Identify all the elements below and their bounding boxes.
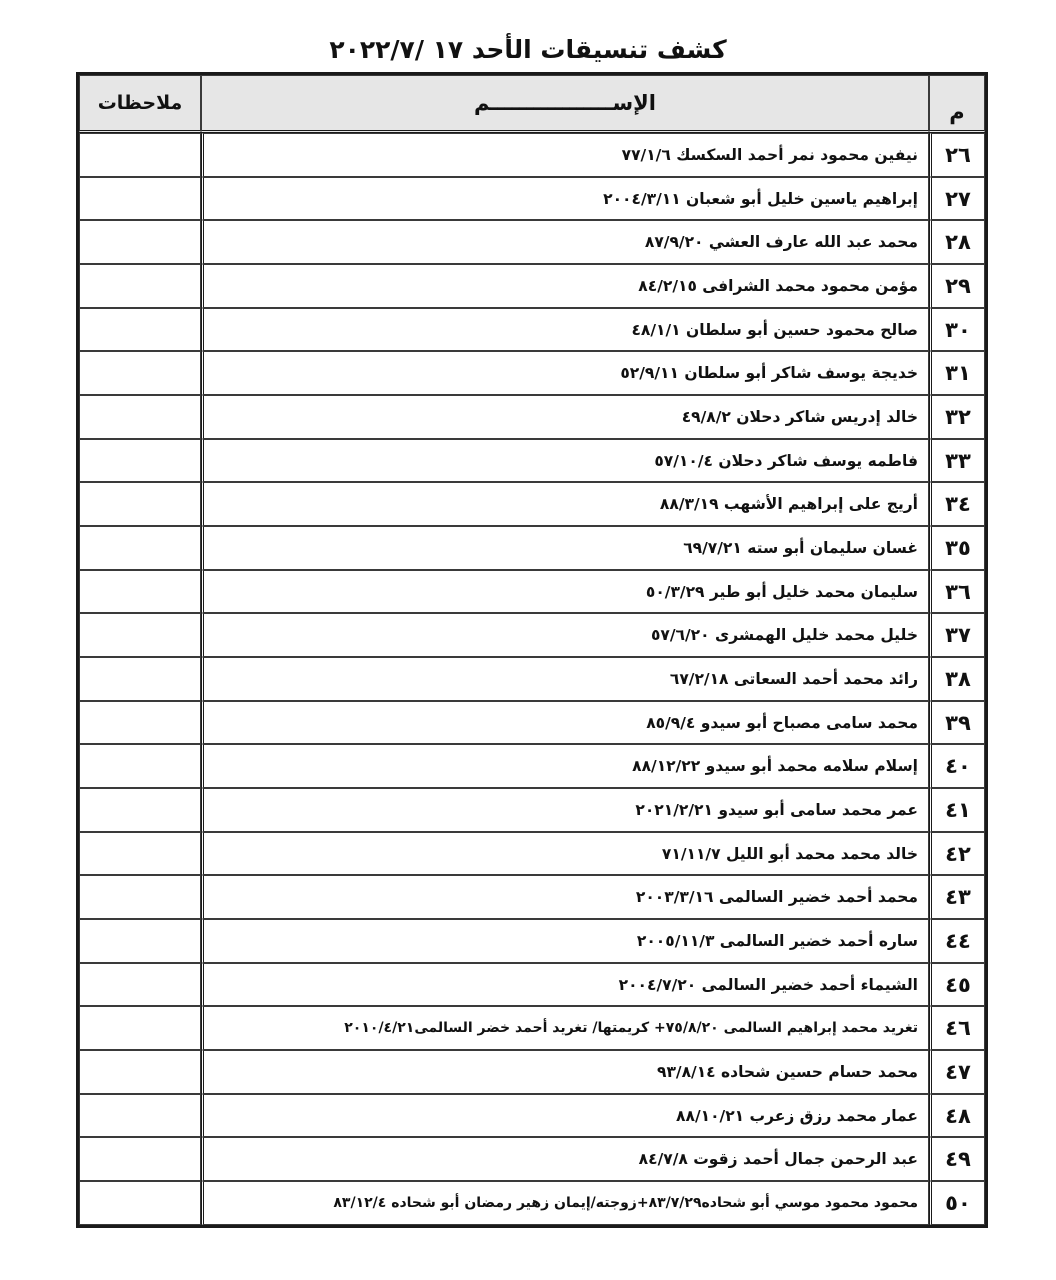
table-row: [79, 875, 985, 919]
row-number: ٤٣: [929, 875, 985, 919]
row-number: ٣١: [929, 351, 985, 395]
row-notes: [79, 875, 201, 919]
row-notes: [79, 919, 201, 963]
row-name: غسان سليمان أبو سته ٦٩/٧/٢١: [201, 526, 929, 570]
table-row: [79, 788, 985, 832]
row-name: الشيماء أحمد خضير السالمى ٢٠٠٤/٧/٢٠: [201, 963, 929, 1007]
row-notes: [79, 1137, 201, 1181]
row-notes: [79, 744, 201, 788]
row-name: ساره أحمد خضير السالمى ٢٠٠٥/١١/٣: [201, 919, 929, 963]
row-number: ٢٨: [929, 220, 985, 264]
row-notes: [79, 395, 201, 439]
row-name: خالد محمد محمد أبو الليل ٧١/١١/٧: [201, 832, 929, 876]
table-row: [79, 1181, 985, 1225]
header-row: [79, 75, 985, 133]
roster-grid: [79, 75, 985, 1225]
row-name: عبد الرحمن جمال أحمد زقوت ٨٤/٧/٨: [201, 1137, 929, 1181]
row-name: محمد أحمد خضير السالمى ٢٠٠٣/٣/١٦: [201, 875, 929, 919]
row-notes: [79, 264, 201, 308]
table-row: [79, 1094, 985, 1138]
table-row: [79, 177, 985, 221]
row-name: محمد سامى مصباح أبو سيدو ٨٥/٩/٤: [201, 701, 929, 745]
row-notes: [79, 1006, 201, 1050]
table-row: [79, 919, 985, 963]
row-name: صالح محمود حسين أبو سلطان ٤٨/١/١: [201, 308, 929, 352]
row-notes: [79, 308, 201, 352]
table-row: [79, 264, 985, 308]
header-notes: ملاحظات: [79, 75, 201, 133]
row-notes: [79, 482, 201, 526]
row-number: ٤٠: [929, 744, 985, 788]
row-notes: [79, 1050, 201, 1094]
row-notes: [79, 963, 201, 1007]
table-row: [79, 439, 985, 483]
row-number: ٣٩: [929, 701, 985, 745]
row-name: خليل محمد خليل الهمشرى ٥٧/٦/٢٠: [201, 613, 929, 657]
row-number: ٣٨: [929, 657, 985, 701]
row-name: عمر محمد سامى أبو سيدو ٢٠٢١/٢/٢١: [201, 788, 929, 832]
row-notes: [79, 570, 201, 614]
table-row: [79, 526, 985, 570]
row-number: ٤٧: [929, 1050, 985, 1094]
row-number: ٤٩: [929, 1137, 985, 1181]
row-number: ٢٩: [929, 264, 985, 308]
table-row: [79, 657, 985, 701]
row-notes: [79, 788, 201, 832]
row-name: إسلام سلامه محمد أبو سيدو ٨٨/١٢/٢٢: [201, 744, 929, 788]
header-number: م: [929, 75, 985, 133]
row-notes: [79, 613, 201, 657]
row-notes: [79, 526, 201, 570]
row-notes: [79, 177, 201, 221]
row-notes: [79, 220, 201, 264]
table-row: [79, 963, 985, 1007]
row-notes: [79, 1181, 201, 1225]
row-number: ٣٦: [929, 570, 985, 614]
row-number: ٤٤: [929, 919, 985, 963]
row-name: محمد عبد الله عارف العشي ٨٧/٩/٢٠: [201, 220, 929, 264]
header-name: الإســـــــــــــــــم: [201, 75, 929, 133]
table-row: [79, 744, 985, 788]
table-row: [79, 701, 985, 745]
row-name: محمد حسام حسين شحاده ٩٣/٨/١٤: [201, 1050, 929, 1094]
table-row: [79, 395, 985, 439]
table-row: [79, 308, 985, 352]
row-number: ٤١: [929, 788, 985, 832]
row-name: رائد محمد أحمد السعاتى ٦٧/٢/١٨: [201, 657, 929, 701]
table-row: [79, 1050, 985, 1094]
row-name: تغريد محمد إبراهيم السالمى ٧٥/٨/٢٠+ كريمتها/ تغريد أحمد خضر السالمى٢٠١٠/٤/٢١: [201, 1006, 929, 1050]
row-number: ٢٧: [929, 177, 985, 221]
table-row: [79, 832, 985, 876]
row-name: عمار محمد رزق زعرب ٨٨/١٠/٢١: [201, 1094, 929, 1138]
row-number: ٤٥: [929, 963, 985, 1007]
row-notes: [79, 701, 201, 745]
row-name: خديجة يوسف شاكر أبو سلطان ٥٢/٩/١١: [201, 351, 929, 395]
table-row: [79, 482, 985, 526]
table-row: [79, 570, 985, 614]
roster-table: [76, 72, 988, 1228]
row-name: سليمان محمد خليل أبو طير ٥٠/٣/٢٩: [201, 570, 929, 614]
row-number: ٢٦: [929, 133, 985, 177]
row-notes: [79, 439, 201, 483]
table-row: [79, 351, 985, 395]
row-number: ٤٨: [929, 1094, 985, 1138]
row-number: ٣٣: [929, 439, 985, 483]
row-name: خالد إدريس شاكر دحلان ٤٩/٨/٢: [201, 395, 929, 439]
row-notes: [79, 657, 201, 701]
row-name: نيفين محمود نمر أحمد السكسك ٧٧/١/٦: [201, 133, 929, 177]
row-name: فاطمه يوسف شاكر دحلان ٥٧/١٠/٤: [201, 439, 929, 483]
row-number: ٣٢: [929, 395, 985, 439]
row-number: ٣٤: [929, 482, 985, 526]
row-name: محمود محمود موسي أبو شحاده٨٣/٧/٢٩+زوجته/إيمان زهير رمضان أبو شحاده ٨٣/١٢/٤: [201, 1181, 929, 1225]
row-name: إبراهيم ياسين خليل أبو شعبان ٢٠٠٤/٣/١١: [201, 177, 929, 221]
row-notes: [79, 351, 201, 395]
table-row: [79, 1137, 985, 1181]
row-notes: [79, 1094, 201, 1138]
row-number: ٣٠: [929, 308, 985, 352]
table-row: [79, 133, 985, 177]
table-row: [79, 1006, 985, 1050]
row-name: مؤمن محمود محمد الشرافى ٨٤/٢/١٥: [201, 264, 929, 308]
row-name: أريج على إبراهيم الأشهب ٨٨/٣/١٩: [201, 482, 929, 526]
table-row: [79, 613, 985, 657]
row-number: ٤٢: [929, 832, 985, 876]
page-title: كشف تنسيقات الأحد ١٧ /٢٠٢٢/٧: [329, 35, 727, 64]
row-number: ٤٦: [929, 1006, 985, 1050]
table-row: [79, 220, 985, 264]
row-number: ٣٥: [929, 526, 985, 570]
row-notes: [79, 832, 201, 876]
row-number: ٣٧: [929, 613, 985, 657]
row-number: ٥٠: [929, 1181, 985, 1225]
row-notes: [79, 133, 201, 177]
